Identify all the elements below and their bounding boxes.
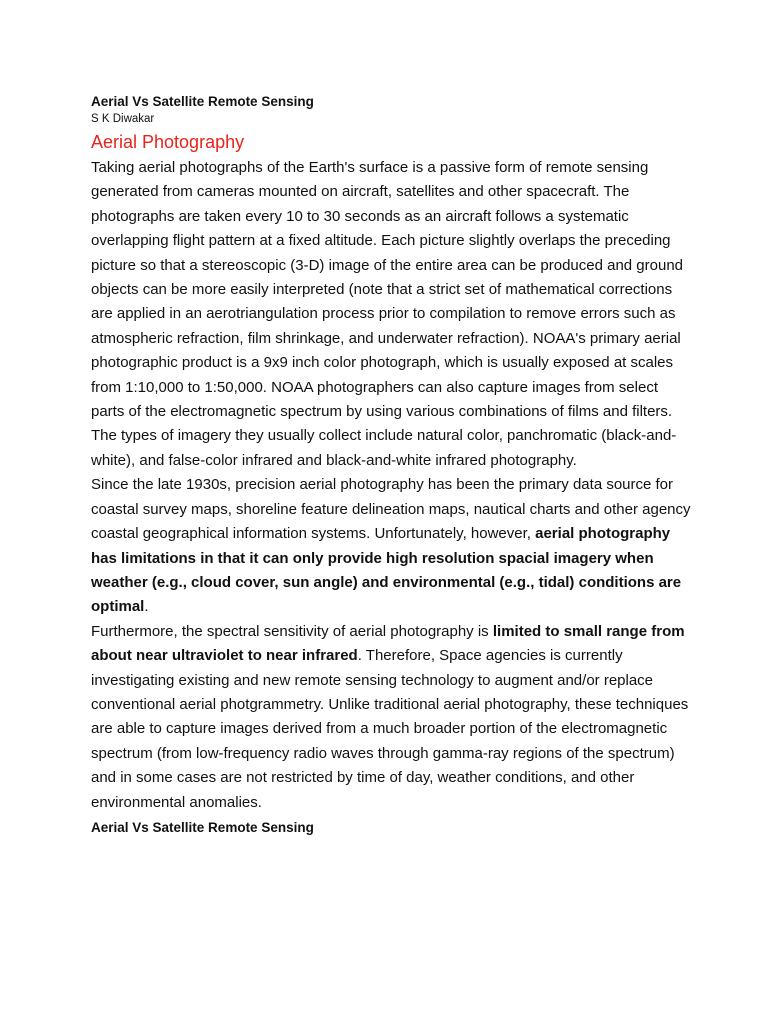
paragraph-1: Taking aerial photographs of the Earth's surface is a passive form of remote sensing generated from cameras mounted on aircraft, satellites and other spacecraft. The photographs are taken every 10 to 30 seconds as an aircraft follows a systematic overlapping flight pattern at a fixed altitude. Each picture slightly overlaps the preceding picture so that a stereoscopic (3-D) image of the entire area can be produced and ground objects can be more easily interpreted (note that a strict set of mathematical corrections are applied in an aerotriangulation process prior to compilation to remove errors such as atmospheric refraction, film shrinkage, and underwater refraction). NOAA's primary aerial photographic product is a 9x9 inch color photograph, which is usually exposed at scales from 1:10,000 to 1:50,000. NOAA photographers can also capture images from select parts of the electromagnetic spectrum by using various combinations of films and filters. The types of imagery they usually collect include natural color, panchromatic (black-and-white), and false-color infrared and black-and-white infrared photography.: [91, 159, 684, 469]
paragraph-3-bold-text: limited to small range from about near ultraviolet to near infrared: [91, 622, 685, 665]
paragraph-2: [91, 473, 691, 619]
footer-title: Aerial Vs Satellite Remote Sensing: [91, 819, 314, 835]
paragraph-3: [91, 620, 691, 815]
paragraph-3-text-end: . Therefore, Space agencies is currently investigating existing and new remote sensing technology to augment and/or replace conventional aerial photgrammetry. Unlike traditional aerial photography, these techniques are able to capture images derived from a much broader portion of the electromagnetic spectrum (from low-frequency radio waves through gamma-ray regions of the spectrum) and in some cases are not restricted by time of day, weather conditions, and other environmental anomalies.: [91, 647, 689, 811]
paragraph-2-bold-text: aerial photography has limitations in that it can only provide high resolution spacial imagery when weather (e.g., cloud cover, sun angle) and environmental (e.g., tidal) conditions are optimal: [91, 525, 682, 616]
paragraph-2-text-start: Since the late 1930s, precision aerial photography has been the primary data source for coastal survey maps, shoreline feature delineation maps, nautical charts and other agency coastal geographical information systems. Unfortunately, however,: [91, 476, 691, 543]
document-page: [91, 92, 691, 837]
section-heading: Aerial Photography: [91, 132, 245, 152]
document-title: Aerial Vs Satellite Remote Sensing: [91, 94, 314, 109]
paragraph-3-text-start: Furthermore, the spectral sensitivity of aerial photography is: [91, 622, 493, 640]
paragraph-2-text-end: .: [144, 598, 149, 616]
document-author: S K Diwakar: [91, 113, 155, 125]
